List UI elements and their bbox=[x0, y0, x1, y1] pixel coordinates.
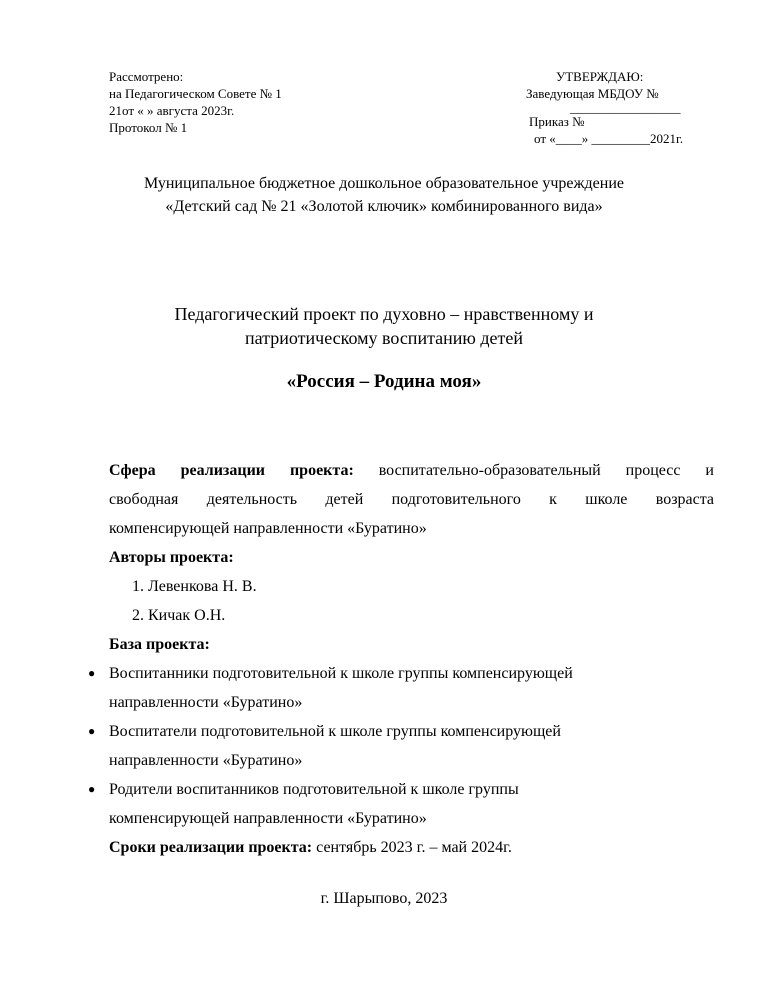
base-item-3 bbox=[88, 775, 714, 804]
sphere-line-3: компенсирующей направленности «Буратино» bbox=[109, 520, 427, 537]
base-item-1-line-2: направленности «Буратино» bbox=[109, 694, 303, 711]
project-title-line-1: Педагогический проект по духовно – нравственному и bbox=[174, 304, 594, 324]
base-item-3-line-1: Родители воспитанников подготовительной к школе группы bbox=[109, 781, 519, 798]
project-details bbox=[88, 456, 714, 862]
reviewed-label: Рассмотрено: bbox=[109, 69, 184, 84]
base-heading bbox=[109, 630, 714, 659]
base-item-1-line-1: Воспитанники подготовительной к школе группы компенсирующей bbox=[109, 665, 573, 682]
project-title bbox=[0, 302, 768, 350]
authors-label: Авторы проекта: bbox=[109, 549, 234, 566]
sphere-line-2: свободная деятельность детей подготовительного к школе возраста bbox=[109, 491, 714, 508]
base-item-2-line-2: направленности «Буратино» bbox=[109, 752, 303, 769]
terms-line bbox=[109, 833, 714, 862]
base-item-3-line-2: компенсирующей направленности «Буратино» bbox=[109, 810, 427, 827]
order-date: от «____» _________2021г. bbox=[534, 131, 684, 146]
approval-block-right bbox=[526, 68, 716, 147]
base-item-1 bbox=[88, 659, 714, 688]
institution-line-2: «Детский сад № 21 «Золотой ключик» комбинированного вида» bbox=[165, 198, 603, 215]
order-label: Приказ № bbox=[529, 114, 585, 129]
council-date: 21от « » августа 2023г. bbox=[109, 103, 235, 118]
sphere-line-1 bbox=[109, 456, 714, 485]
author-item-2: 2. Кичак О.Н. bbox=[132, 607, 226, 624]
base-item-2-line-1: Воспитатели подготовительной к школе группы компенсирующей bbox=[109, 723, 561, 740]
terms-text: сентябрь 2023 г. – май 2024г. bbox=[312, 839, 512, 856]
authors-heading bbox=[109, 543, 714, 572]
council-label: на Педагогическом Совете № 1 bbox=[109, 86, 282, 101]
signature-line: _________________ bbox=[570, 100, 681, 115]
approve-label: УТВЕРЖДАЮ: bbox=[556, 69, 644, 84]
bullet-icon: ● bbox=[88, 782, 96, 796]
base-label: База проекта: bbox=[109, 636, 210, 653]
project-title-line-2: патриотическому воспитанию детей bbox=[245, 328, 523, 348]
sphere-text-1: воспитательно-образовательный процесс и bbox=[353, 462, 714, 479]
protocol-number: Протокол № 1 bbox=[109, 120, 188, 135]
base-item-2 bbox=[88, 717, 714, 746]
institution-name bbox=[0, 172, 768, 218]
head-label: Заведующая МБДОУ № bbox=[526, 86, 659, 101]
project-name: «Россия – Родина моя» bbox=[286, 371, 482, 392]
terms-label: Сроки реализации проекта: bbox=[109, 839, 313, 856]
author-item-1: 1. Левенкова Н. В. bbox=[132, 578, 257, 595]
approval-block-left bbox=[109, 68, 282, 136]
bullet-icon: ● bbox=[88, 724, 96, 738]
bullet-icon: ● bbox=[88, 666, 96, 680]
institution-line-1: Муниципальное бюджетное дошкольное образовательное учреждение bbox=[144, 175, 624, 192]
city-year: г. Шарыпово, 2023 bbox=[320, 890, 448, 907]
sphere-label: Сфера реализации проекта: bbox=[109, 462, 354, 479]
